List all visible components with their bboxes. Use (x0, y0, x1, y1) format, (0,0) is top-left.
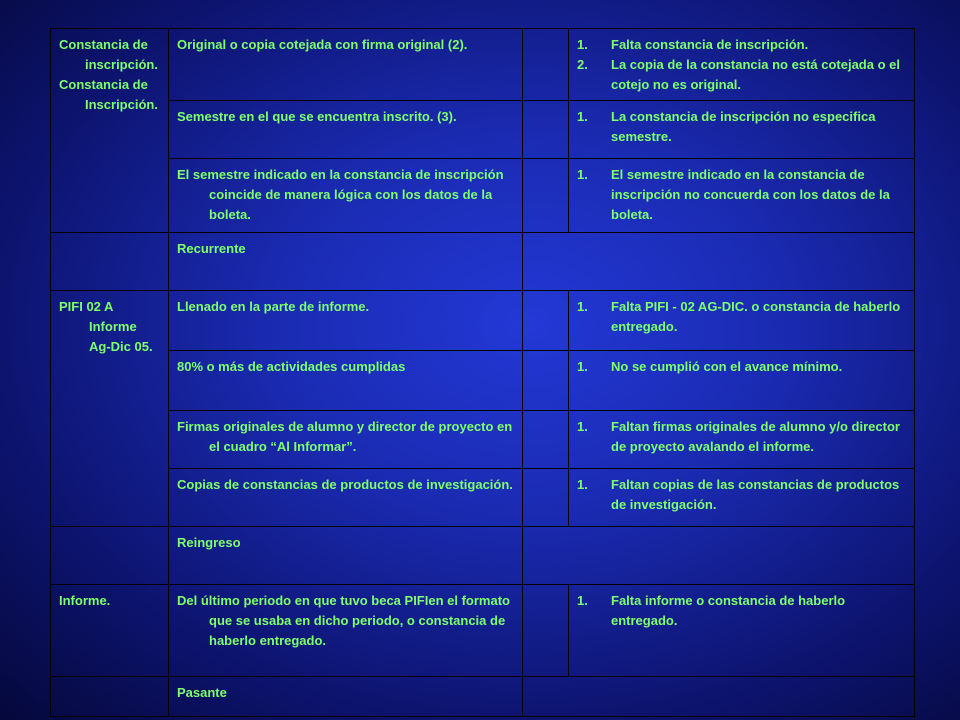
section-label-cell (169, 677, 523, 717)
requirement-text: Copias de constancias de productos de investigación. (177, 477, 513, 492)
table-row (51, 411, 915, 469)
list-item: 1. Falta PIFI - 02 AG-DIC. o constancia de haberlo entregado. (577, 299, 901, 334)
document-cell (51, 29, 169, 233)
requirement-cell (169, 469, 523, 527)
empty-cell (523, 411, 569, 469)
table-row (51, 29, 915, 101)
document-cell (51, 291, 169, 527)
observation-cell (569, 585, 915, 677)
requirement-text: Semestre en el que se encuentra inscrito. (3). (177, 109, 457, 124)
empty-cell (523, 159, 569, 233)
empty-cell (523, 469, 569, 527)
document-name: Constancia de inscripción. (59, 37, 158, 72)
list-item: 1. Faltan firmas originales de alumno y/o director de proyecto avalando el informe. (577, 419, 900, 454)
empty-cell (51, 233, 169, 291)
requirement-cell (169, 101, 523, 159)
section-label: Reingreso (177, 535, 241, 550)
list-item: 1. El semestre indicado en la constancia de inscripción no concuerda con los datos de la boleta. (577, 167, 890, 222)
requirement-cell (169, 411, 523, 469)
requirement-cell (169, 585, 523, 677)
section-label: Pasante (177, 685, 227, 700)
document-name: Informe. (59, 593, 111, 608)
table-row (51, 351, 915, 411)
observation-cell (569, 411, 915, 469)
table-row (51, 159, 915, 233)
document-name: Constancia de Inscripción. (59, 77, 158, 112)
empty-cell (523, 527, 915, 585)
empty-cell (523, 29, 569, 101)
list-item: 1. Falta informe o constancia de haberlo entregado. (577, 593, 846, 628)
requirement-cell (169, 29, 523, 101)
empty-cell (51, 527, 169, 585)
section-label-cell (169, 233, 523, 291)
requirement-text: El semestre indicado en la constancia de inscripción coincide de manera lógica con los datos de la boleta. (177, 167, 504, 222)
observation-cell (569, 469, 915, 527)
observation-cell (569, 101, 915, 159)
observation-cell (569, 351, 915, 411)
table-row (51, 527, 915, 585)
table-row (51, 233, 915, 291)
requirement-cell (169, 351, 523, 411)
empty-cell (523, 233, 915, 291)
requirement-text: Original o copia cotejada con firma original (2). (177, 37, 468, 52)
list-item: 2. La copia de la constancia no está cotejada o el cotejo no es original. (577, 57, 900, 92)
table-row (51, 101, 915, 159)
table-row (51, 291, 915, 351)
section-label-cell (169, 527, 523, 585)
requirements-table (50, 28, 915, 717)
requirement-text: Del último periodo en que tuvo beca PIFIen el formato que se usaba en dicho periodo, o constancia de haberlo entregado. (177, 593, 510, 648)
section-label: Recurrente (177, 241, 246, 256)
empty-cell (523, 291, 569, 351)
empty-cell (523, 351, 569, 411)
table-row (51, 677, 915, 717)
observation-cell (569, 291, 915, 351)
observation-cell (569, 29, 915, 101)
list-item: 1. No se cumplió con el avance mínimo. (577, 359, 843, 374)
table-row (51, 585, 915, 677)
empty-cell (523, 677, 915, 717)
list-item: 1. Falta constancia de inscripción. (577, 37, 809, 52)
requirement-text: Llenado en la parte de informe. (177, 299, 370, 314)
table-row (51, 469, 915, 527)
list-item: 1. Faltan copias de las constancias de productos de investigación. (577, 477, 900, 512)
empty-cell (51, 677, 169, 717)
document-name: PIFI 02 A Informe Ag-Dic 05. (59, 299, 153, 354)
empty-cell (523, 101, 569, 159)
requirement-cell (169, 159, 523, 233)
requirement-text: 80% o más de actividades cumplidas (177, 359, 406, 374)
requirement-text: Firmas originales de alumno y director de proyecto en el cuadro “Al Informar”. (177, 419, 513, 454)
requirement-cell (169, 291, 523, 351)
document-cell (51, 585, 169, 677)
list-item: 1. La constancia de inscripción no especifica semestre. (577, 109, 876, 144)
empty-cell (523, 585, 569, 677)
observation-cell (569, 159, 915, 233)
